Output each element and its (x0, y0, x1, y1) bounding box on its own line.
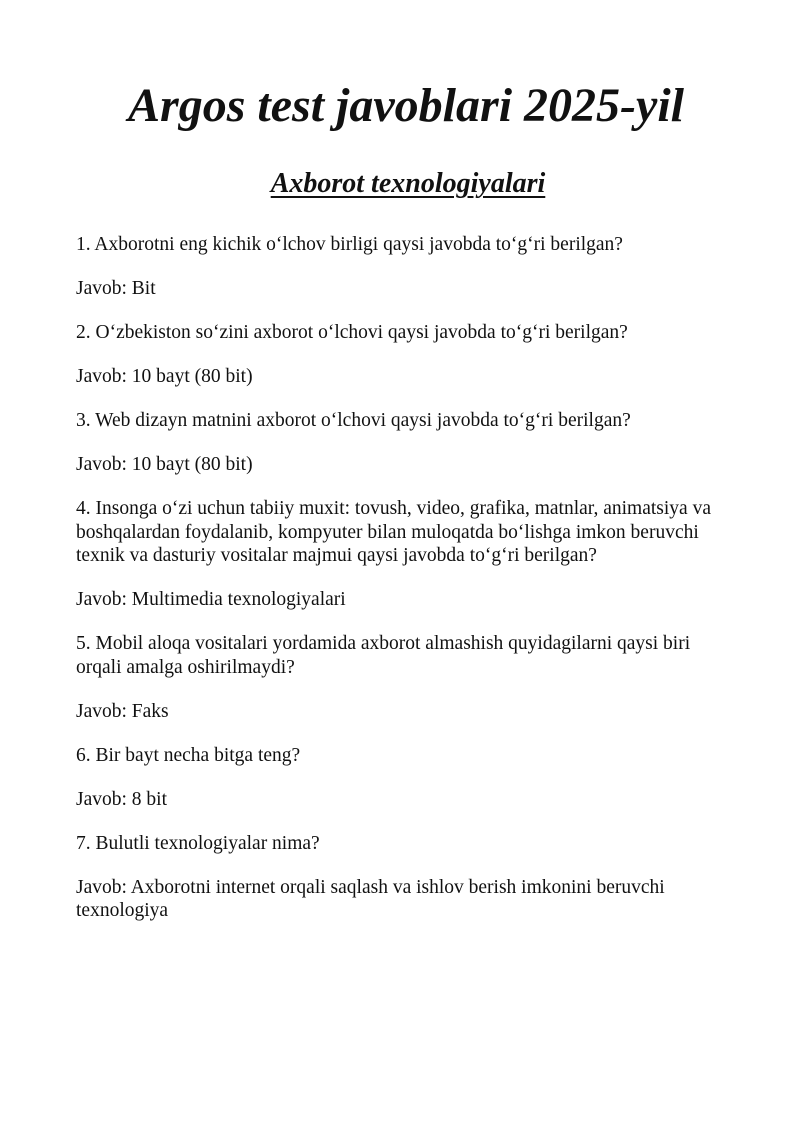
qa-list (76, 233, 740, 943)
answer-6: Javob: 8 bit (76, 788, 167, 810)
question-4: 4. Insonga o‘zi uchun tabiiy muxit: tovush, video, grafika, matnlar, animatsiya va boshqalardan foydalanib, kompyuter bilan muloqatda bo‘lishga imkon beruvchi texnik va dasturiy vositalar majmui qaysi javobda to‘g‘ri berilgan? (76, 498, 711, 566)
question-5: 5. Mobil aloqa vositalari yordamida axborot almashish quyidagilarni qaysi biri orqali amalga oshirilmaydi? (76, 633, 691, 678)
answer-4: Javob: Multimedia texnologiyalari (76, 589, 346, 610)
question-6: 6. Bir bayt necha bitga teng? (76, 744, 301, 766)
answer-1: Javob: Bit (76, 278, 156, 299)
question-1: 1. Axborotni eng kichik o‘lchov birligi qaysi javobda to‘g‘ri berilgan? (76, 234, 623, 255)
answer-2: Javob: 10 bayt (80 bit) (76, 366, 253, 387)
question-7: 7. Bulutli texnologiyalar nima? (76, 832, 320, 854)
question-2: 2. O‘zbekiston so‘zini axborot o‘lchovi qaysi javobda to‘g‘ri berilgan? (76, 322, 628, 343)
question-3: 3. Web dizayn matnini axborot o‘lchovi qaysi javobda to‘g‘ri berilgan? (76, 410, 631, 431)
document-title: Argos test javoblari 2025-yil (128, 79, 684, 132)
answer-7: Javob: Axborotni internet orqali saqlash va ishlov berish imkonini beruvchi texnologiya (76, 876, 665, 921)
answer-3: Javob: 10 bayt (80 bit) (76, 454, 253, 475)
section-heading: Axborot texnologiyalari (270, 168, 546, 199)
answer-5: Javob: Faks (76, 700, 169, 722)
